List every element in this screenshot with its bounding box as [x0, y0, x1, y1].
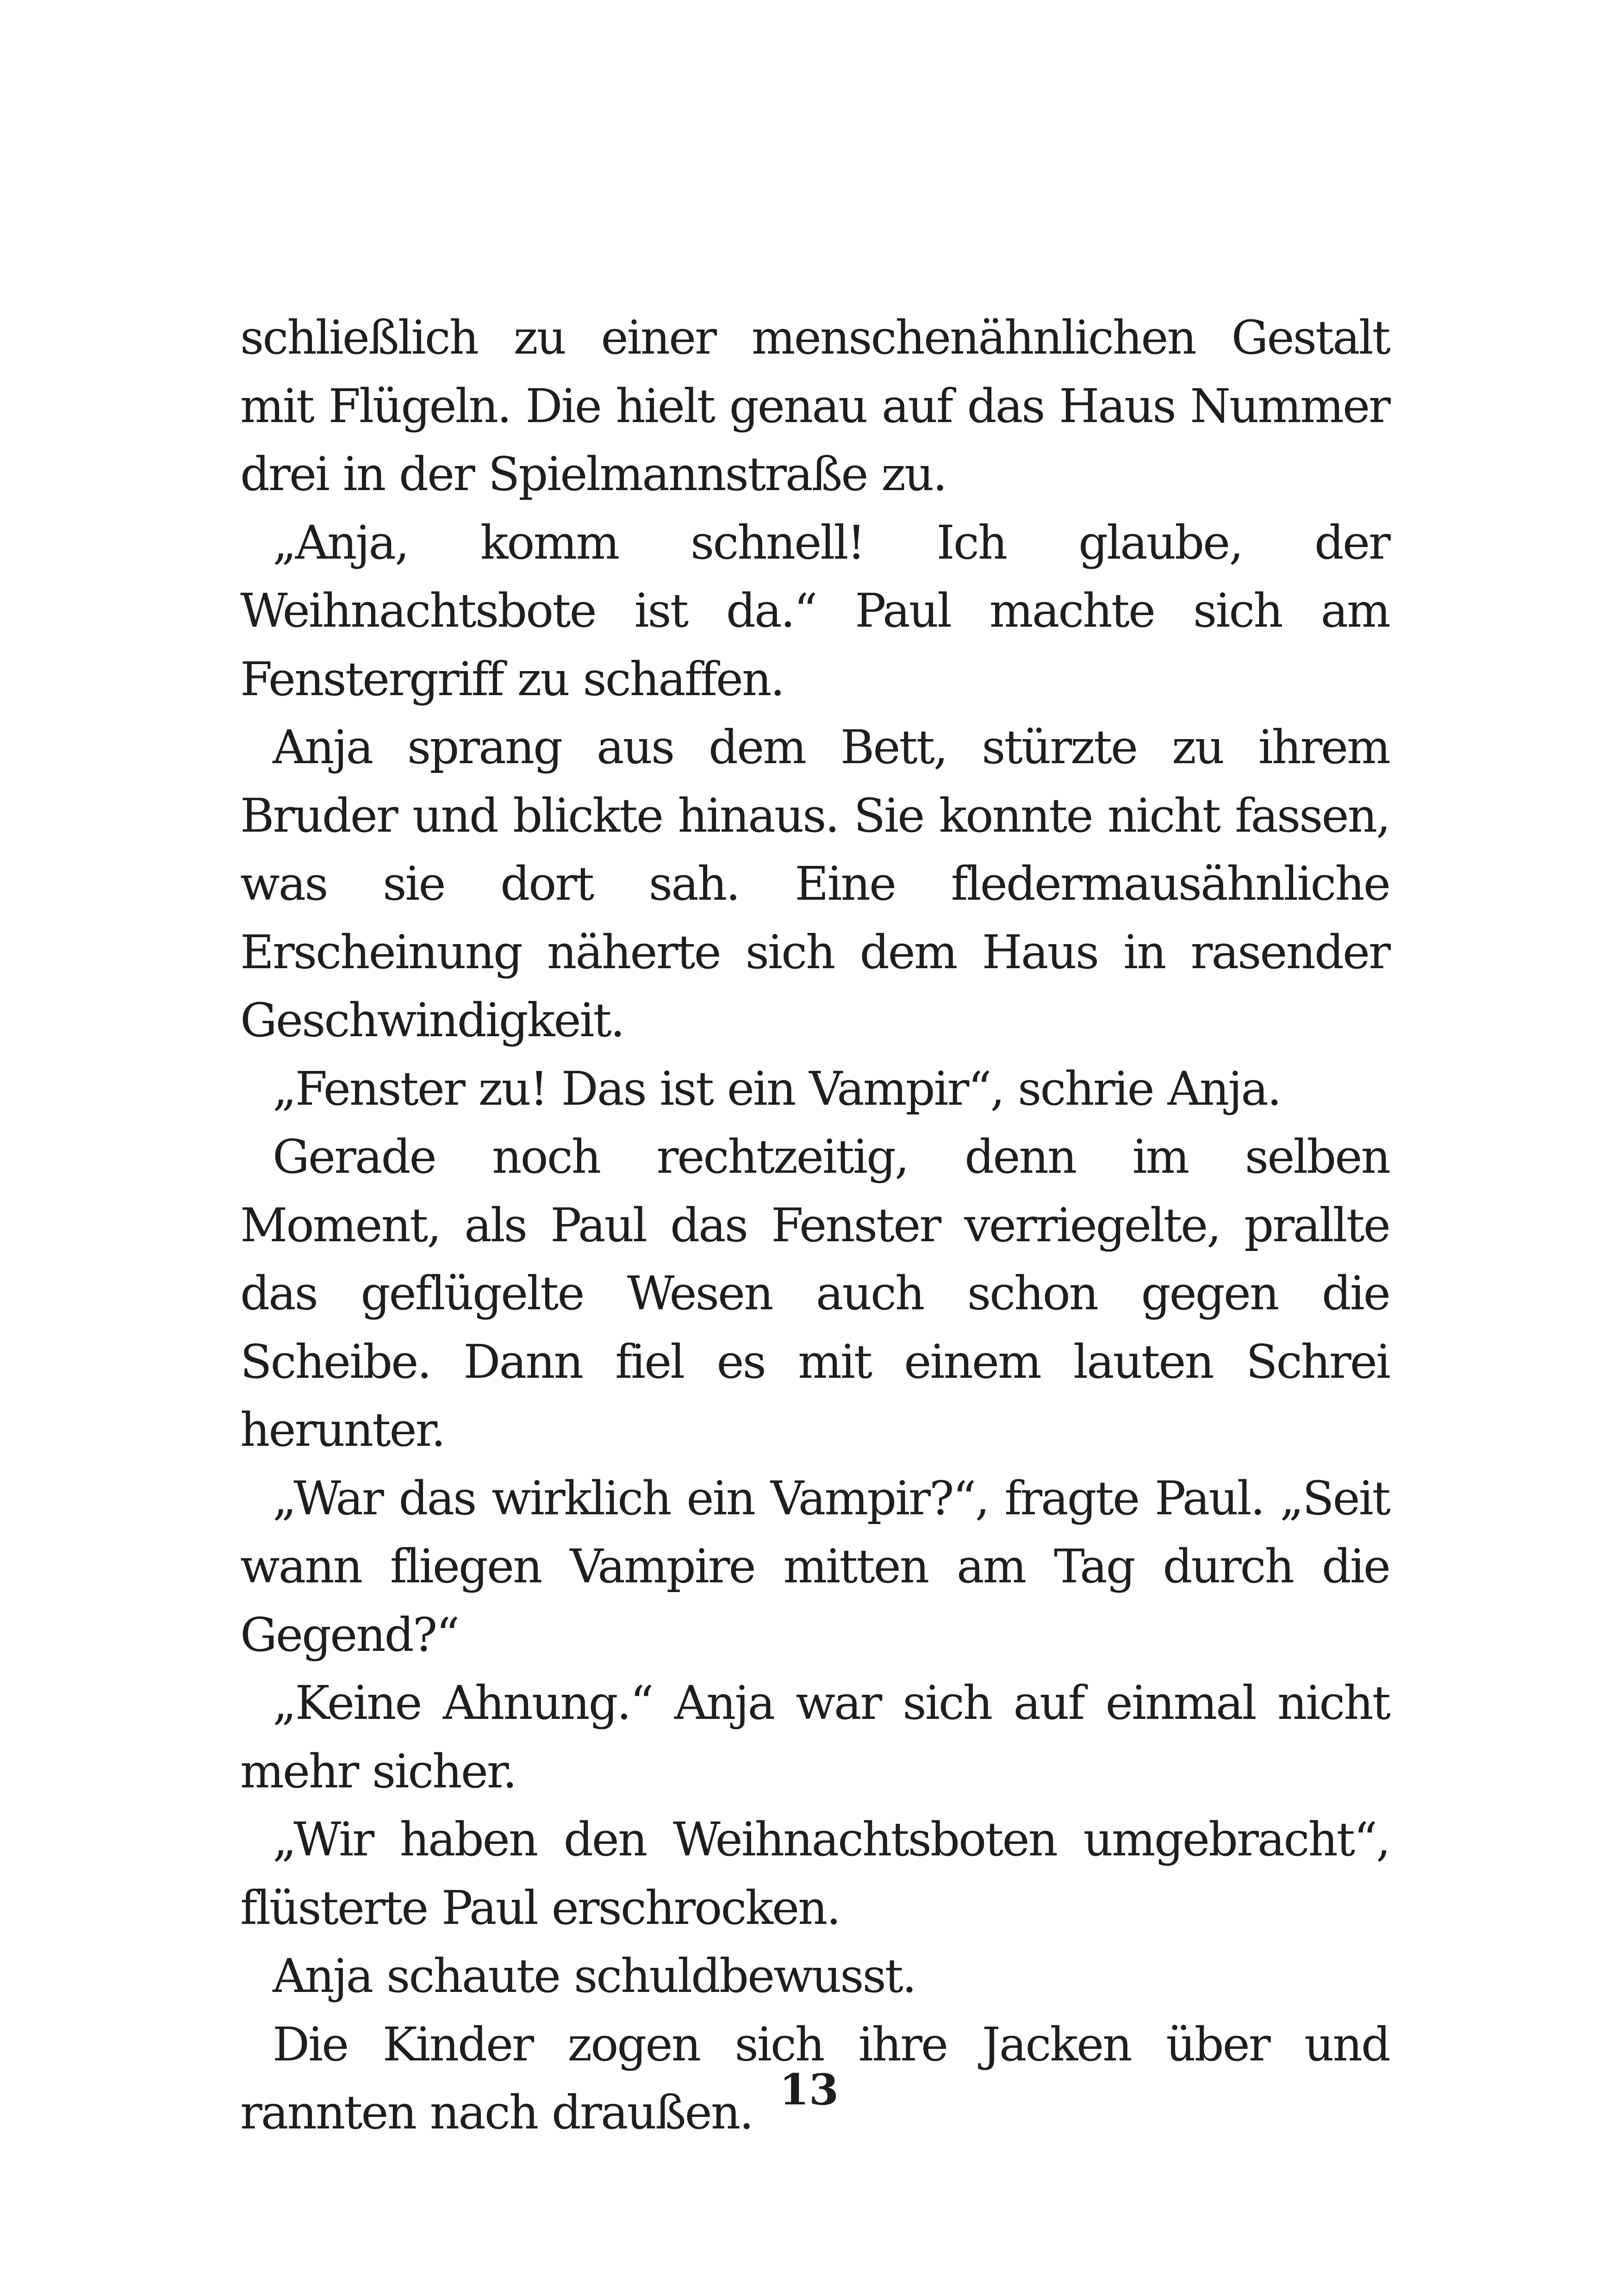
paragraph: „Fenster zu! Das ist ein Vampir“, schrie Anja.	[273, 1061, 1281, 1116]
page-number: 13	[779, 2065, 839, 2115]
paragraph: „Keine Ahnung.“ Anja war sich auf einmal nicht mehr sicher.	[240, 1676, 1389, 1798]
body-text	[240, 304, 1389, 2147]
paragraph: schließlich zu einer menschenähnlichen Gestalt mit Flügeln. Die hielt genau auf das Haus Nummer drei in der Spielmannstraße zu.	[240, 311, 1389, 501]
paragraph: Anja sprang aus dem Bett, stürzte zu ihrem Bruder und blickte hinaus. Sie konnte nicht fassen, was sie dort sah. Eine fledermausähnliche Erscheinung näherte sich dem Haus in rasender Geschwindigkeit.	[240, 720, 1389, 1047]
paragraph: „War das wirklich ein Vampir?“, fragte Paul. „Seit wann fliegen Vampire mitten am Tag durch die Gegend?“	[240, 1471, 1389, 1662]
paragraph: Anja schaute schuldbewusst.	[273, 1949, 915, 2003]
paragraph: „Wir haben den Weihnachtsboten umgebracht“, flüsterte Paul erschrocken.	[240, 1812, 1389, 1935]
paragraph: „Anja, komm schnell! Ich glaube, der Weihnachtsbote ist da.“ Paul machte sich am Fenstergriff zu schaffen.	[240, 515, 1389, 706]
paragraph: Die Kinder zogen sich ihre Jacken über und rannten nach draußen.	[240, 2017, 1389, 2140]
paragraph: Gerade noch rechtzeitig, denn im selben Moment, als Paul das Fenster verriegelte, prallte das geflügelte Wesen auch schon gegen die Scheibe. Dann fiel es mit einem lauten Schrei herunter.	[240, 1130, 1389, 1457]
